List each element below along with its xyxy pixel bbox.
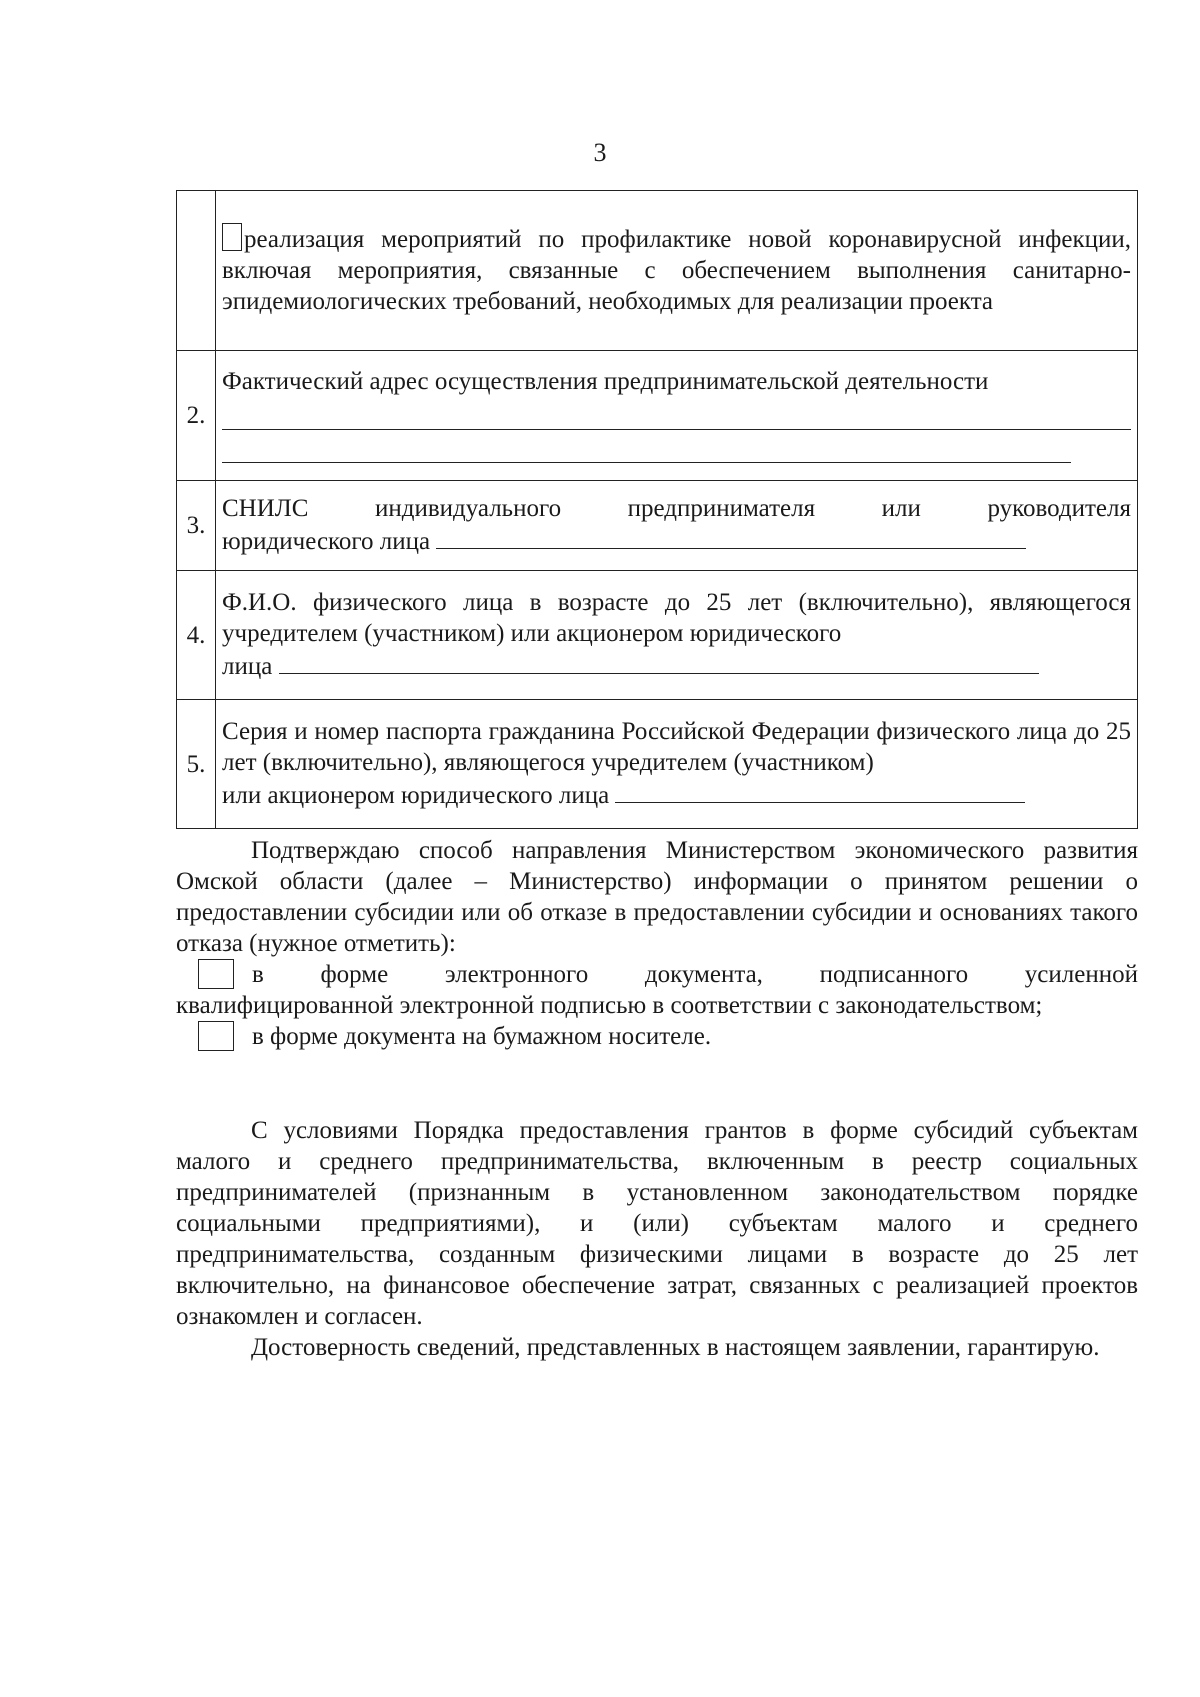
table-row <box>177 700 1138 829</box>
row-content <box>216 571 1138 700</box>
checkbox-empty-icon[interactable] <box>198 1021 234 1051</box>
row-number: 4. <box>177 571 216 700</box>
founder-name-label: Ф.И.О. физического лица в возрасте до 25 лет (включительно), являющегося учредителем (участником) или акционером юридического <box>222 588 1131 647</box>
table-row <box>177 481 1138 571</box>
address-blank-line-2[interactable] <box>222 436 1071 463</box>
address-blank-line-1[interactable] <box>222 403 1131 430</box>
terms-paragraph: С условиями Порядка предоставления грантов в форме субсидий субъектам малого и среднего предпринимательства, включенным в реестр социальных предпринимателей (признанным в установленном законодательством порядке социальными предприятиями), и (или) субъектам малого и среднего предпринимательства, созданным физическими лицами в возрасте до 25 лет включительно, на финансовое обеспечение затрат, связанных с реализацией проектов ознакомлен и согласен. <box>176 1117 1138 1330</box>
passport-label: Серия и номер паспорта гражданина Российской Федерации физического лица до 25 лет (включительно), являющегося учредителем (участником) <box>222 717 1131 776</box>
option-electronic-label-rest: квалифицированной электронной подписью в соответствии с законодательством; <box>176 992 1043 1019</box>
row-number: 3. <box>177 481 216 571</box>
passport-label-end: или акционером юридического лица <box>222 781 610 809</box>
application-table <box>176 190 1138 829</box>
checkbox-empty-icon[interactable] <box>222 223 242 251</box>
page-number: 3 <box>593 138 607 167</box>
table-row <box>177 351 1138 481</box>
option-electronic-label: в форме электронного документа, подписанного усиленной <box>252 961 1138 988</box>
confirm-section <box>176 835 1138 1052</box>
snils-label-end: юридического лица <box>222 527 431 555</box>
terms-section <box>176 1115 1138 1363</box>
snils-blank[interactable] <box>436 524 1026 549</box>
confirm-intro: Подтверждаю способ направления Министерством экономического развития Омской области (далее – Министерство) информации о принятом решении о предоставлении субсидии или об отказе в предоставлении субсидии и основаниях такого отказа (нужное отметить): <box>176 837 1138 957</box>
row-number: 2. <box>177 351 216 481</box>
option-electronic <box>176 959 1138 990</box>
option-paper <box>176 1021 1138 1052</box>
row-number <box>177 191 216 351</box>
covid-measures-text: реализация мероприятий по профилактике новой коронавирусной инфекции, включая мероприятия, связанные с обеспечением выполнения санитарно-эпидемиологических требований, необходимых для реализации проекта <box>222 225 1131 315</box>
option-paper-label: в форме документа на бумажном носителе. <box>252 1023 712 1050</box>
founder-name-label-end: лица <box>222 652 273 680</box>
table-row <box>177 571 1138 700</box>
address-label: Фактический адрес осуществления предпринимательской деятельности <box>222 368 989 395</box>
passport-blank[interactable] <box>615 778 1025 803</box>
row-content <box>216 191 1138 351</box>
guarantee-paragraph: Достоверность сведений, представленных в настоящем заявлении, гарантирую. <box>251 1334 1100 1361</box>
row-content <box>216 700 1138 829</box>
row-content <box>216 351 1138 481</box>
checkbox-empty-icon[interactable] <box>198 959 234 989</box>
snils-label: СНИЛС индивидуального предпринимателя или руководителя <box>222 494 1131 522</box>
table-row <box>177 191 1138 351</box>
row-content <box>216 481 1138 571</box>
founder-name-blank[interactable] <box>279 649 1039 674</box>
row-number: 5. <box>177 700 216 829</box>
